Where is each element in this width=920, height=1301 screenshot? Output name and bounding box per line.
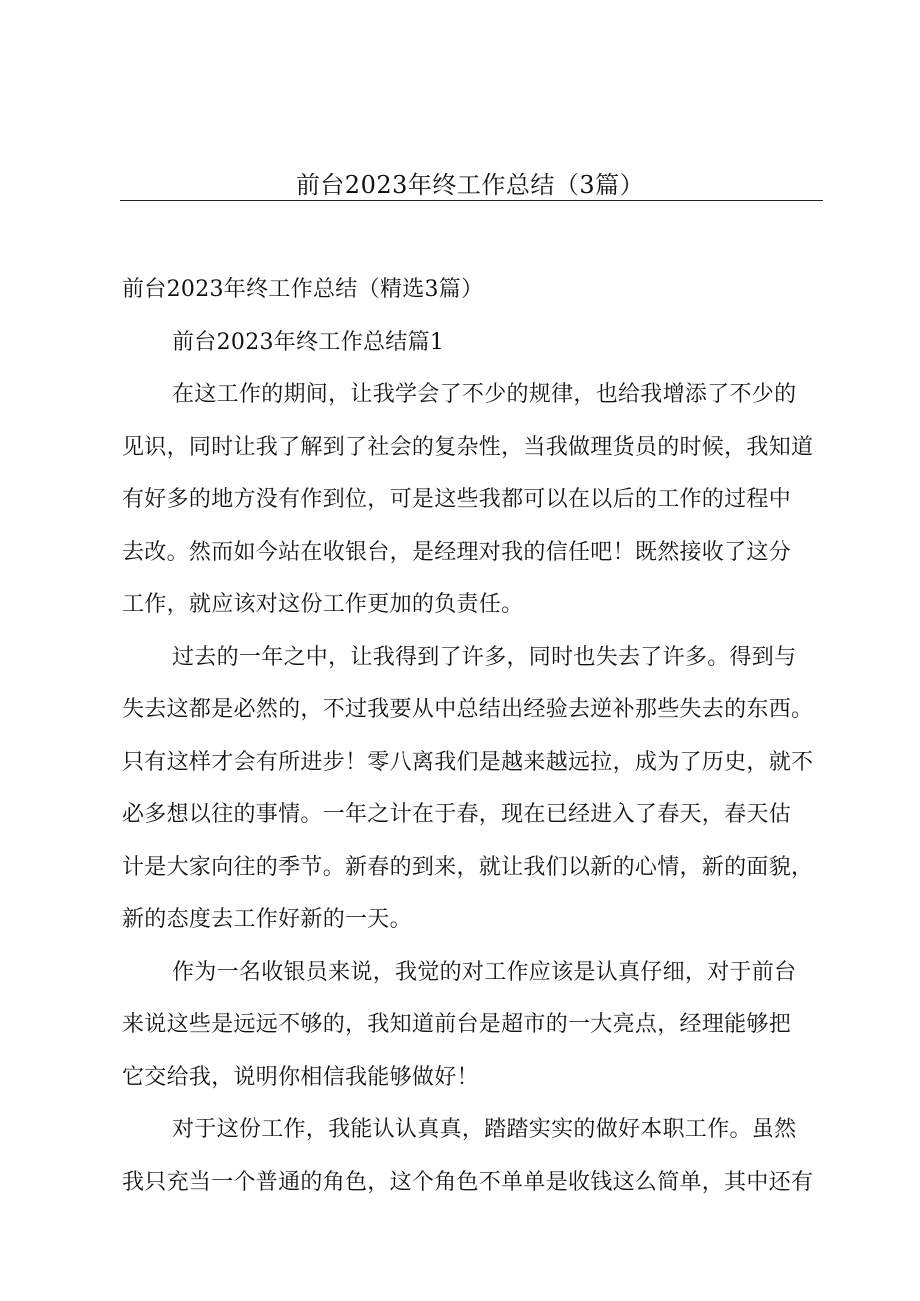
text-line: 过去的一年之中，让我得到了许多，同时也失去了许多。得到与 [172, 644, 797, 670]
text-line: 去改。然而如今站在收银台，是经理对我的信任吧！既然接收了这分 [122, 539, 792, 565]
text-line: 有好多的地方没有作到位，可是这些我都可以在以后的工作的过程中 [122, 487, 792, 512]
text-line: 新的态度去工作好新的一天。 [122, 907, 412, 932]
text-line: 作为一名收银员来说，我觉的对工作应该是认真仔细，对于前台 [172, 959, 797, 985]
text-line: 在这工作的期间，让我学会了不少的规律，也给我增添了不少的 [172, 382, 797, 407]
text-line: 我只充当一个普通的角色，这个角色不单单是收钱这么简单，其中还有 [122, 1169, 814, 1195]
section-heading: 前台2023年终工作总结篇1 [172, 329, 445, 355]
subtitle-line: 前台2023年终工作总结（精选3篇） [122, 277, 484, 302]
text-line: 它交给我，说明你相信我能够做好！ [122, 1064, 479, 1090]
text-line: 工作，就应该对这份工作更加的负责任。 [122, 592, 524, 617]
text-line: 必多想以往的事情。一年之计在于春，现在已经进入了春天，春天估 [122, 802, 792, 827]
text-line: 见识，同时让我了解到了社会的复杂性，当我做理货员的时候，我知道 [122, 434, 814, 460]
document-title: 前台2023年终工作总结（3篇） [295, 171, 645, 199]
text-line: 来说这些是远远不够的，我知道前台是超市的一大亮点，经理能够把 [122, 1012, 792, 1037]
title-underline [120, 200, 823, 201]
text-line: 只有这样才会有所进步！零八离我们是越来越远拉，成为了历史，就不 [122, 749, 814, 775]
text-line: 失去这都是必然的，不过我要从中总结出经验去逆补那些失去的东西。 [122, 697, 814, 722]
text-line: 对于这份工作，我能认认真真，踏踏实实的做好本职工作。虽然 [172, 1117, 797, 1142]
document-body [122, 264, 822, 1209]
text-line: 计是大家向往的季节。新春的到来，就让我们以新的心情，新的面貌， [122, 854, 814, 880]
